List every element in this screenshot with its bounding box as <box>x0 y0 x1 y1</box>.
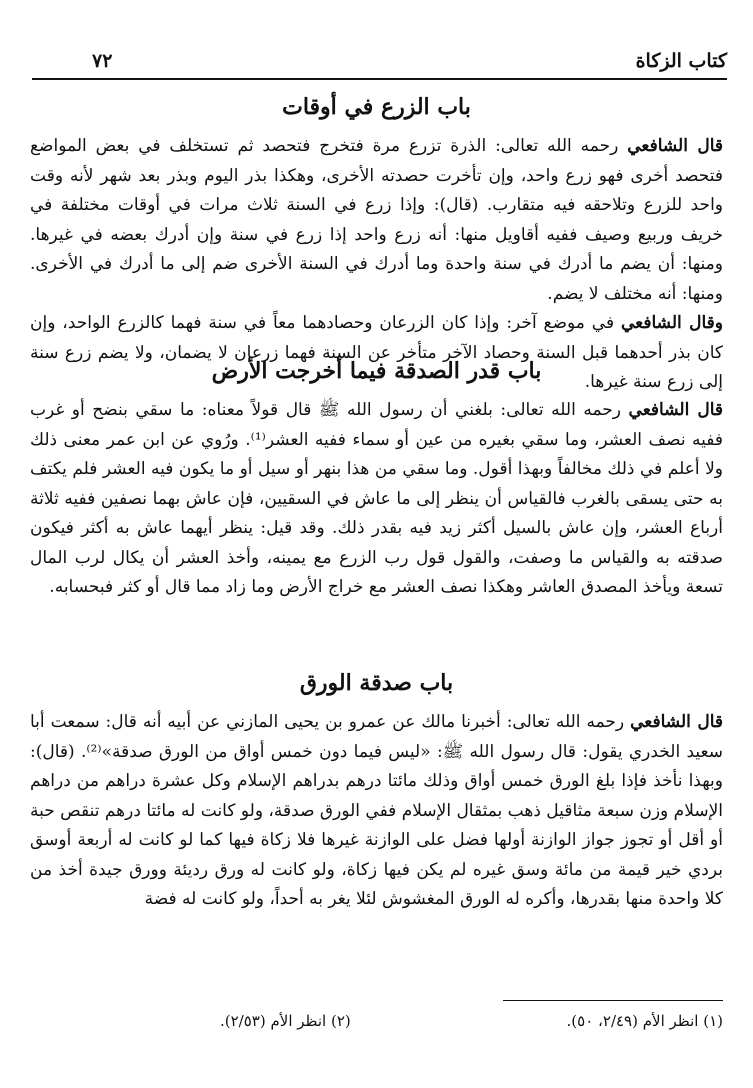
footnote-separator <box>503 1000 723 1001</box>
footnote-2: (٢) انظر الأم (٢/٥٣). <box>220 1012 351 1030</box>
paragraph-text: رحمه الله تعالى: الذرة تزرع مرة فتخرج فتحصد ثم تستخلف في بعض المواضع فتحصد أخرى فهو زرع واحد، وإن تأخرت حصدته الأخرى، وهكذا بذر اليوم وبذر بعد شهر لأنه وقت واحد للزرع وتلاحقه فيه متقارب. (قال): وإذا زرع في السنة ثلاث مرات في أوقات مختلفة في خريف وربيع وصيف ففيه أقاويل منها: أنه زرع واحد إذا زرع في سنة وإن أدرك بعضه في غيرها. ومنها: أن يضم ما أدرك في سنة واحدة وما أدرك في السنة الأخرى ضم إلى ما أدرك في الأخرى. ومنها: أنه مختلف لا يضم. <box>30 136 723 304</box>
section-qadr-sadaqa <box>30 354 723 664</box>
section-sadaqat-warq <box>30 666 723 926</box>
section-title: باب قدر الصدقة فيما أخرجت الأرض <box>211 358 542 384</box>
paragraph-text: رحمه الله تعالى: بلغني أن رسول الله ﷺ قال قولاً معناه: ما سقي بنضح أو غرب ففيه نصف العشر، وما سقي بغيره من عين أو سماء ففيه العشر⁽¹⁾. ورُوي عن ابن عمر معنى ذلك ولا أعلم في ذلك مخالفاً وبهذا أقول. وما سقي من هذا بنهر أو سيل أو ما يكون فيه العشر فلم يكتف به حتى يسقى بالغرب فالقياس أن ينظر إلى ما عاش في السقيين، فإن عاش بهما نصفين ففيه ثلاثة أرباع العشر، وإن عاش بالسيل أكثر زيد فيه بقدر ذلك. وقد قيل: ينظر أيهما عاش به أكثر فيكون صدقته به والقياس ما وصفت، والقول قول رب الزرع مع يمينه، وأخذ العشر أن يكال لرب المال تسعة ويأخذ المصدق العاشر وهكذا نصف العشر مع خراج الأرض وما زاد مما قال أو كثر فبحسابه. <box>30 400 723 597</box>
speaker-label: قال الشافعي <box>627 136 723 156</box>
paragraph <box>30 396 723 603</box>
paragraph-text: في موضع آخر: وإذا كان الزرعان وحصادهما معاً في سنة فهما كالزرع الواحد، وإن كان بذر أحدهما قبل السنة وحصاد الآخر متأخر عن السنة فهما زرعان لا يضمان، ولا يضم زرع سنة إلى زرع سنة غيرها. <box>30 313 723 392</box>
speaker-label: قال الشافعي <box>630 712 723 732</box>
paragraph <box>30 708 723 915</box>
speaker-label: وقال الشافعي <box>621 313 724 333</box>
page-header <box>32 40 727 80</box>
footnotes <box>220 1012 723 1030</box>
speaker-label: قال الشافعي <box>628 400 724 420</box>
paragraph-text: رحمه الله تعالى: أخبرنا مالك عن عمرو بن يحيى المازني عن أبيه أنه قال: سمعت أبا سعيد الخدري يقول: قال رسول الله ﷺ: «ليس فيما دون خمس أواق من الورق صدقة»⁽²⁾. (قال): وبهذا نأخذ فإذا بلغ الورق خمس أواق وذلك مائتا درهم بدراهم الإسلام وكل عشرة دراهم من دراهم الإسلام وزن سبعة مثاقيل ذهب بمثقال الإسلام ففي الورق صدقة، ولو كانت له مائتا درهم تنقص حبة أو أقل أو تجوز جواز الوازنة أولها فضل على الوازنة غيرها فلا زكاة فيها كما لو كانت له أربعة أوسق بردي خير قيمة من مائة وسق غيره لم يكن فيها زكاة، ولو كانت له ورق رديئة وورق جيدة أخذ من كلا واحدة منها بقدرها، وأكره له الورق المغشوش لئلا يغر به أحداً، ولو كانت له فضة <box>30 712 723 909</box>
section-title: باب صدقة الورق <box>299 670 454 696</box>
page-content <box>30 88 723 926</box>
book-title: كتاب الزكاة <box>635 50 727 72</box>
paragraph <box>30 132 723 309</box>
footnote-1: (١) انظر الأم (٢/٤٩، ٥٠). <box>566 1012 723 1030</box>
section-title: باب الزرع في أوقات <box>282 94 471 120</box>
page-number: ٧٢ <box>92 50 113 72</box>
